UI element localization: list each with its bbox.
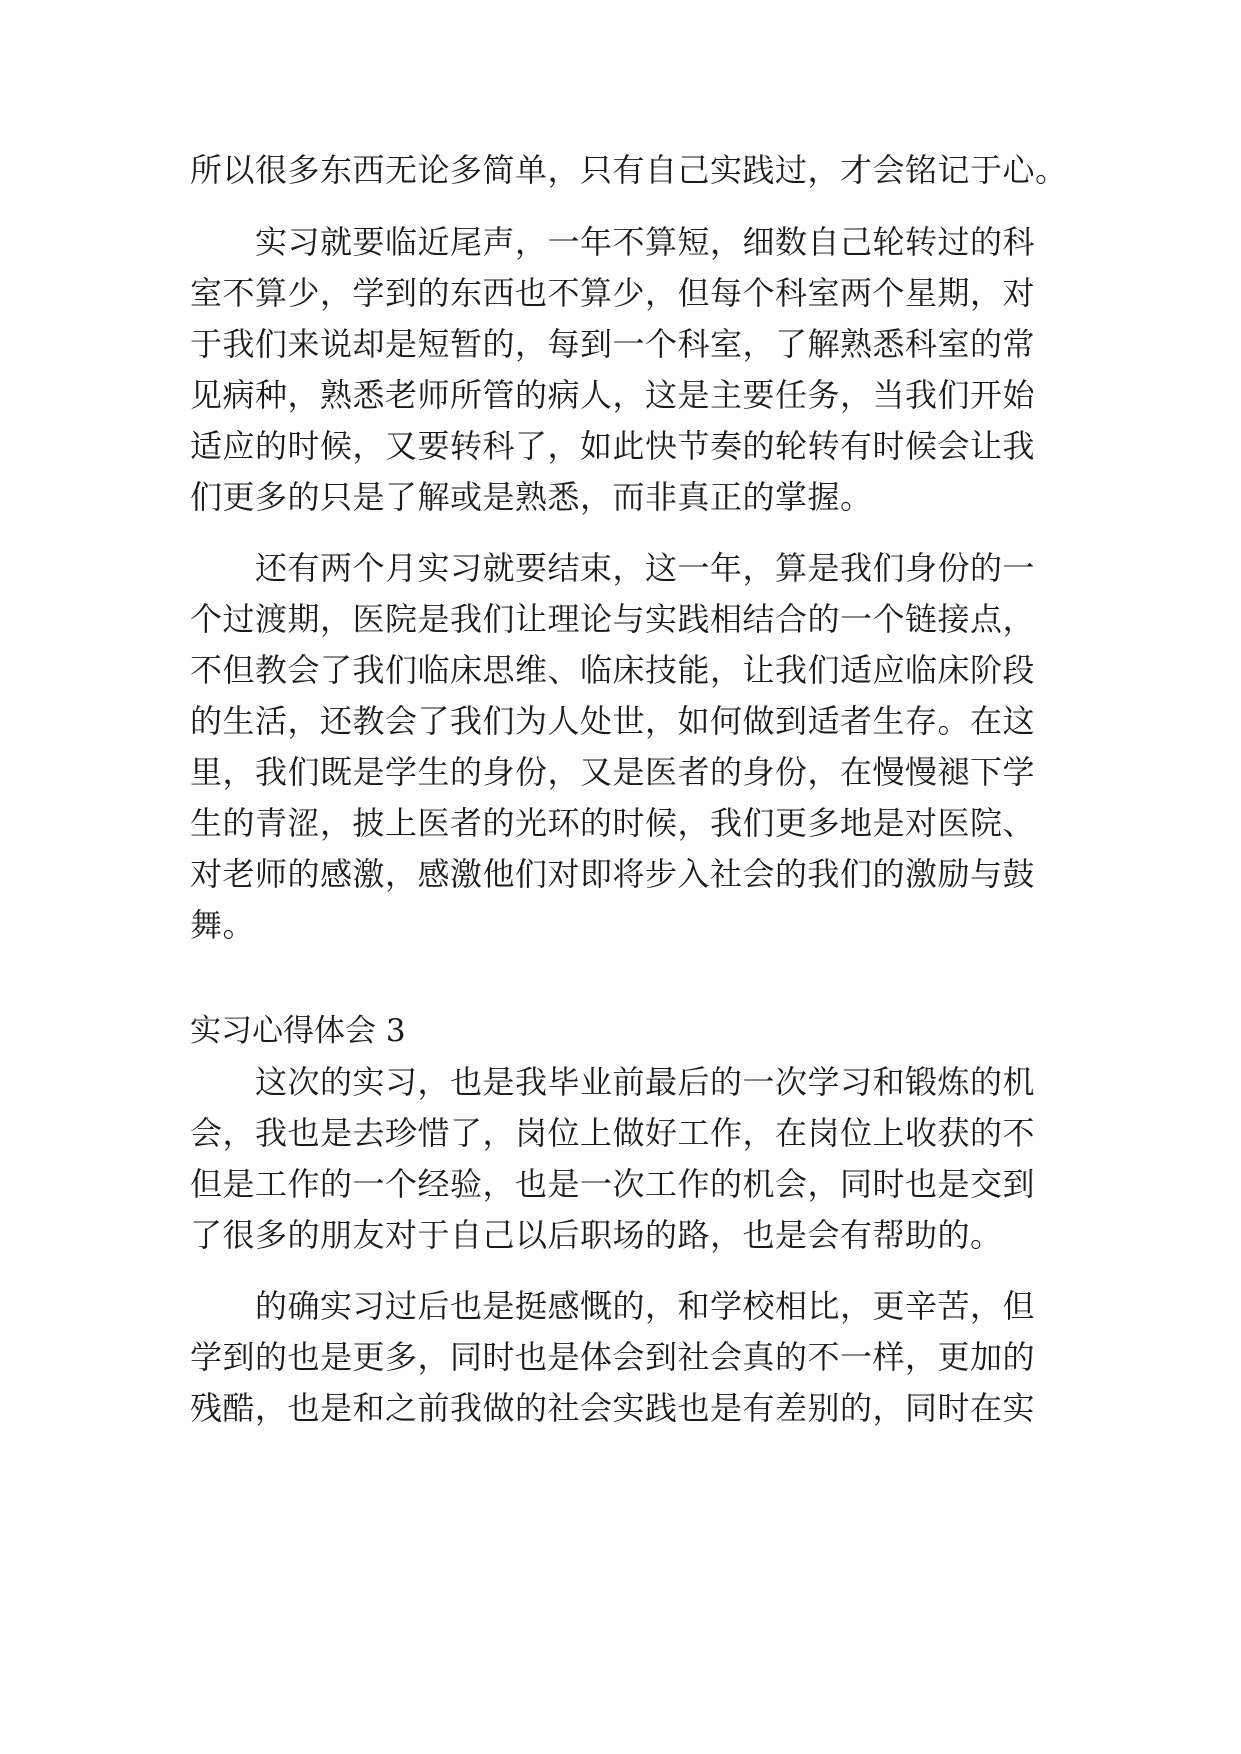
section-heading: 实习心得体会 3 <box>190 1013 406 1049</box>
paragraph-line: 不但教会了我们临床思维、临床技能，让我们适应临床阶段 <box>190 651 1036 689</box>
paragraph-line: 生的青涩，披上医者的光环的时候，我们更多地是对医院、 <box>190 804 1036 842</box>
paragraph-line: 里，我们既是学生的身份，又是医者的身份，在慢慢褪下学 <box>190 753 1036 791</box>
paragraph-line: 舞。 <box>190 906 256 944</box>
paragraph-line: 残酷，也是和之前我做的社会实践也是有差别的，同时在实 <box>190 1389 1036 1427</box>
paragraph-line: 所以很多东西无论多简单，只有自己实践过，才会铭记于心。 <box>190 151 1068 189</box>
paragraph-line: 实习就要临近尾声，一年不算短，细数自己轮转过的科 <box>190 223 1036 261</box>
paragraph-line: 但是工作的一个经验，也是一次工作的机会，同时也是交到 <box>190 1165 1036 1203</box>
paragraph-line: 个过渡期，医院是我们让理论与实践相结合的一个链接点， <box>190 600 1036 638</box>
paragraph-line: 室不算少，学到的东西也不算少，但每个科室两个星期，对 <box>190 274 1036 312</box>
paragraph-line: 的确实习过后也是挺感慨的，和学校相比，更辛苦，但 <box>190 1287 1036 1325</box>
paragraph-line: 适应的时候，又要转科了，如此快节奏的轮转有时候会让我 <box>190 427 1036 465</box>
paragraph-line: 的生活，还教会了我们为人处世，如何做到适者生存。在这 <box>190 702 1036 740</box>
paragraph-line: 这次的实习，也是我毕业前最后的一次学习和锻炼的机 <box>190 1063 1036 1101</box>
paragraph-line: 于我们来说却是短暂的，每到一个科室，了解熟悉科室的常 <box>190 325 1036 363</box>
paragraph-line: 们更多的只是了解或是熟悉，而非真正的掌握。 <box>190 478 873 516</box>
paragraph-line: 对老师的感激，感激他们对即将步入社会的我们的激励与鼓 <box>190 855 1036 893</box>
paragraph-line: 见病种，熟悉老师所管的病人，这是主要任务，当我们开始 <box>190 376 1036 414</box>
paragraph-line: 还有两个月实习就要结束，这一年，算是我们身份的一 <box>190 549 1036 587</box>
paragraph-line: 了很多的朋友对于自己以后职场的路，也是会有帮助的。 <box>190 1216 1003 1254</box>
paragraph-line: 会，我也是去珍惜了，岗位上做好工作，在岗位上收获的不 <box>190 1114 1036 1152</box>
paragraph-line: 学到的也是更多，同时也是体会到社会真的不一样，更加的 <box>190 1338 1036 1376</box>
